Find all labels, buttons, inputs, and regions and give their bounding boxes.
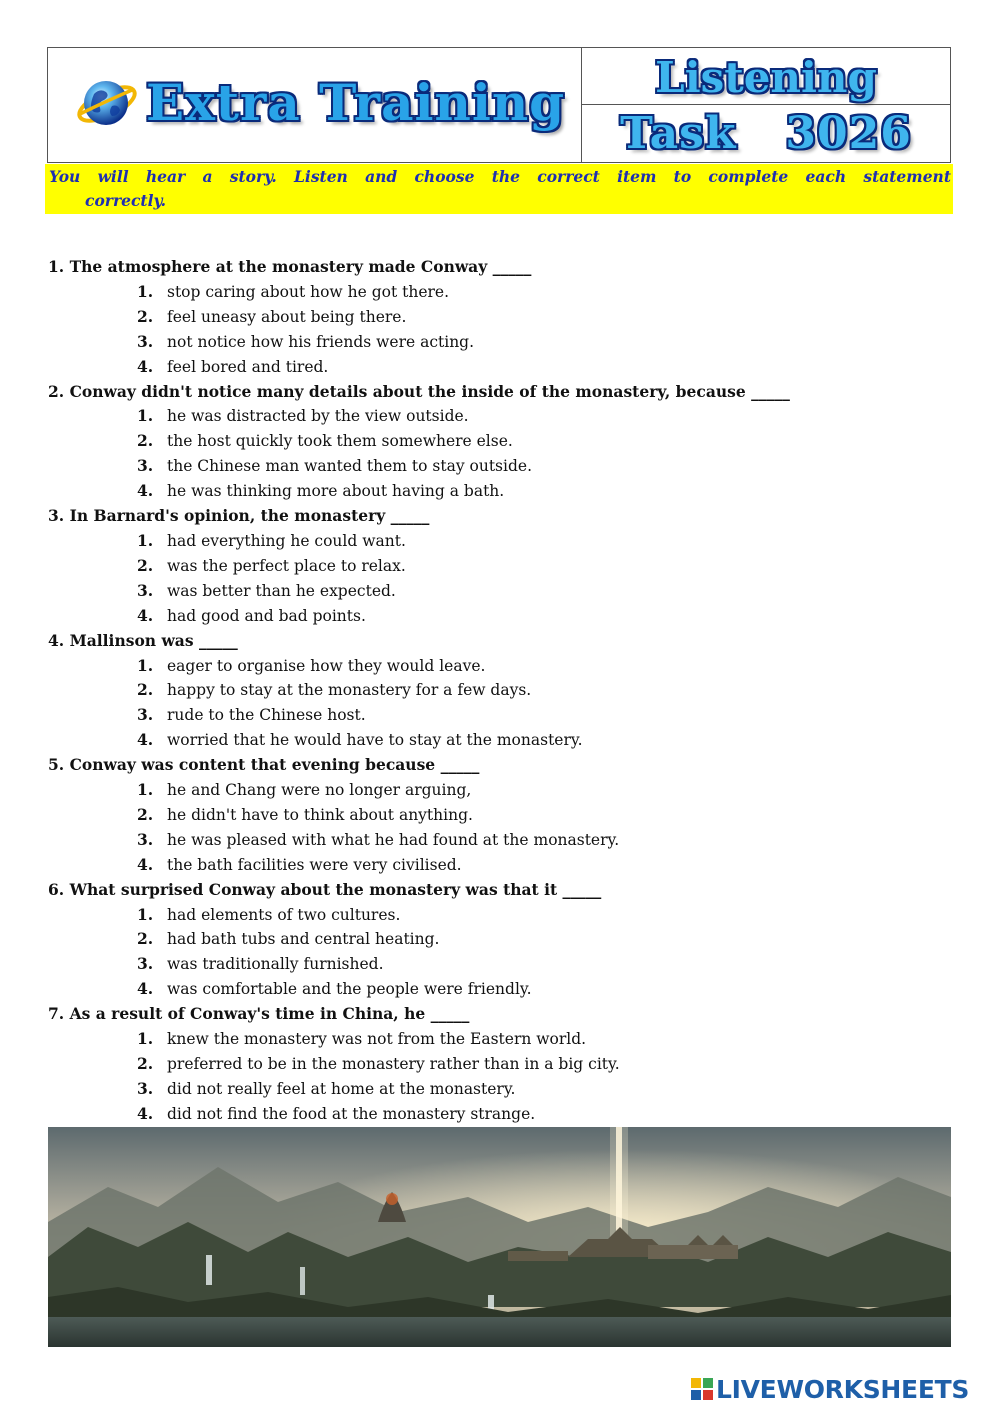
answer-option[interactable]	[48, 355, 948, 380]
answer-option[interactable]	[48, 305, 948, 330]
question-stem: 2. Conway didn't notice many details about the inside of the monastery, because _____	[48, 381, 790, 401]
option-number: 1.	[137, 904, 154, 924]
answer-option[interactable]	[48, 1102, 948, 1127]
answer-option[interactable]	[48, 404, 948, 429]
header-horizontal-divider	[581, 104, 950, 105]
answer-option[interactable]	[48, 579, 948, 604]
option-text: did not really feel at home at the monastery.	[167, 1079, 516, 1098]
option-number: 2.	[137, 306, 154, 326]
option-text: the bath facilities were very civilised.	[167, 855, 462, 874]
option-number: 4.	[137, 481, 154, 501]
answer-option[interactable]	[48, 678, 948, 703]
option-text: was traditionally furnished.	[167, 955, 384, 974]
monastery-landscape-image	[48, 1127, 951, 1347]
answer-option[interactable]	[48, 604, 948, 629]
option-text: he didn't have to think about anything.	[167, 805, 473, 824]
question-1	[48, 255, 948, 380]
option-number: 4.	[137, 605, 154, 625]
skill-label: Listening	[655, 53, 877, 102]
answer-option[interactable]	[48, 728, 948, 753]
option-text: had good and bad points.	[167, 606, 366, 625]
option-text: not notice how his friends were acting.	[167, 332, 475, 351]
answer-option[interactable]	[48, 529, 948, 554]
answer-option[interactable]	[48, 903, 948, 928]
option-text: had everything he could want.	[167, 531, 406, 550]
option-text: happy to stay at the monastery for a few days.	[167, 681, 532, 700]
option-number: 1.	[137, 281, 154, 301]
liveworksheets-logo[interactable]	[690, 1374, 969, 1404]
option-number: 2.	[137, 929, 154, 949]
liveworksheets-mark-icon	[690, 1377, 714, 1401]
question-4	[48, 629, 948, 754]
instruction-line-1: You will hear a story. Listen and choose the correct item to complete each statement	[49, 167, 951, 186]
option-text: he was thinking more about having a bath.	[167, 482, 505, 501]
answer-option[interactable]	[48, 803, 948, 828]
option-text: rude to the Chinese host.	[167, 706, 366, 725]
question-stem: 3. In Barnard's opinion, the monastery _____	[48, 506, 430, 526]
answer-option[interactable]	[48, 1052, 948, 1077]
option-text: preferred to be in the monastery rather than in a big city.	[167, 1055, 620, 1073]
option-text: was comfortable and the people were friendly.	[167, 980, 532, 999]
answer-option[interactable]	[48, 952, 948, 977]
option-number: 1.	[137, 1029, 154, 1049]
option-number: 4.	[137, 854, 154, 874]
option-number: 1.	[137, 780, 154, 800]
option-text: feel bored and tired.	[167, 357, 329, 376]
answer-option[interactable]	[48, 927, 948, 952]
answer-option[interactable]	[48, 1027, 948, 1052]
globe-icon	[74, 70, 138, 134]
question-5	[48, 753, 948, 878]
option-number: 4.	[137, 1103, 154, 1123]
liveworksheets-logo-text: LIVEWORKSHEETS	[716, 1374, 970, 1404]
option-number: 4.	[137, 979, 154, 999]
option-text: worried that he would have to stay at the monastery.	[167, 731, 583, 750]
option-text: had elements of two cultures.	[167, 905, 401, 924]
answer-option[interactable]	[48, 554, 948, 579]
header-table	[47, 47, 951, 163]
option-text: he was pleased with what he had found at the monastery.	[167, 830, 620, 849]
answer-option[interactable]	[48, 828, 948, 853]
question-6	[48, 878, 948, 1003]
question-stem: 7. As a result of Conway's time in China, he _____	[48, 1004, 470, 1024]
landscape-illustration	[48, 1127, 951, 1347]
answer-option[interactable]	[48, 977, 948, 1002]
option-number: 3.	[137, 456, 154, 476]
option-text: he and Chang were no longer arguing,	[167, 781, 472, 800]
option-text: was the perfect place to relax.	[167, 556, 406, 575]
question-7	[48, 1002, 948, 1127]
answer-option[interactable]	[48, 703, 948, 728]
option-number: 2.	[137, 431, 154, 451]
option-number: 3.	[137, 829, 154, 849]
option-number: 2.	[137, 804, 154, 824]
option-number: 2.	[137, 555, 154, 575]
question-stem: 6. What surprised Conway about the monastery was that it _____	[48, 879, 602, 899]
answer-option[interactable]	[48, 330, 948, 355]
question-stem: 5. Conway was content that evening because _____	[48, 755, 480, 775]
option-text: the host quickly took them somewhere else.	[167, 432, 513, 451]
option-text: knew the monastery was not from the Eastern world.	[167, 1030, 587, 1049]
option-number: 1.	[137, 406, 154, 426]
option-number: 1.	[137, 530, 154, 550]
answer-option[interactable]	[48, 1077, 948, 1102]
question-stem: 4. Mallinson was _____	[48, 630, 238, 650]
option-text: had bath tubs and central heating.	[167, 930, 440, 949]
question-3	[48, 504, 948, 629]
option-number: 3.	[137, 580, 154, 600]
option-number: 2.	[137, 1054, 154, 1073]
option-text: the Chinese man wanted them to stay outside.	[167, 457, 532, 476]
answer-option[interactable]	[48, 853, 948, 878]
option-text: feel uneasy about being there.	[167, 307, 407, 326]
brand-title: Extra Training	[146, 72, 566, 132]
answer-option[interactable]	[48, 654, 948, 679]
option-number: 3.	[137, 954, 154, 974]
answer-option[interactable]	[48, 454, 948, 479]
option-number: 4.	[137, 730, 154, 750]
question-list	[48, 255, 948, 1127]
option-text: stop caring about how he got there.	[167, 282, 450, 301]
task-number: Task 3026	[620, 108, 912, 159]
option-number: 3.	[137, 331, 154, 351]
option-text: eager to organise how they would leave.	[167, 656, 486, 675]
question-stem: 1. The atmosphere at the monastery made Conway _____	[48, 257, 532, 276]
option-number: 3.	[137, 705, 154, 725]
option-text: he was distracted by the view outside.	[167, 407, 469, 426]
option-number: 3.	[137, 1078, 154, 1098]
option-number: 1.	[137, 655, 154, 675]
answer-option[interactable]	[48, 280, 948, 305]
answer-option[interactable]	[48, 479, 948, 504]
instruction-line-2: correctly.	[85, 191, 167, 210]
option-number: 2.	[137, 680, 154, 700]
option-text: did not find the food at the monastery strange.	[167, 1104, 536, 1123]
option-number: 4.	[137, 356, 154, 376]
brand-logo	[74, 62, 574, 142]
answer-option[interactable]	[48, 778, 948, 803]
option-text: was better than he expected.	[167, 581, 396, 600]
instruction-banner	[45, 164, 953, 214]
question-2	[48, 380, 948, 505]
answer-option[interactable]	[48, 429, 948, 454]
